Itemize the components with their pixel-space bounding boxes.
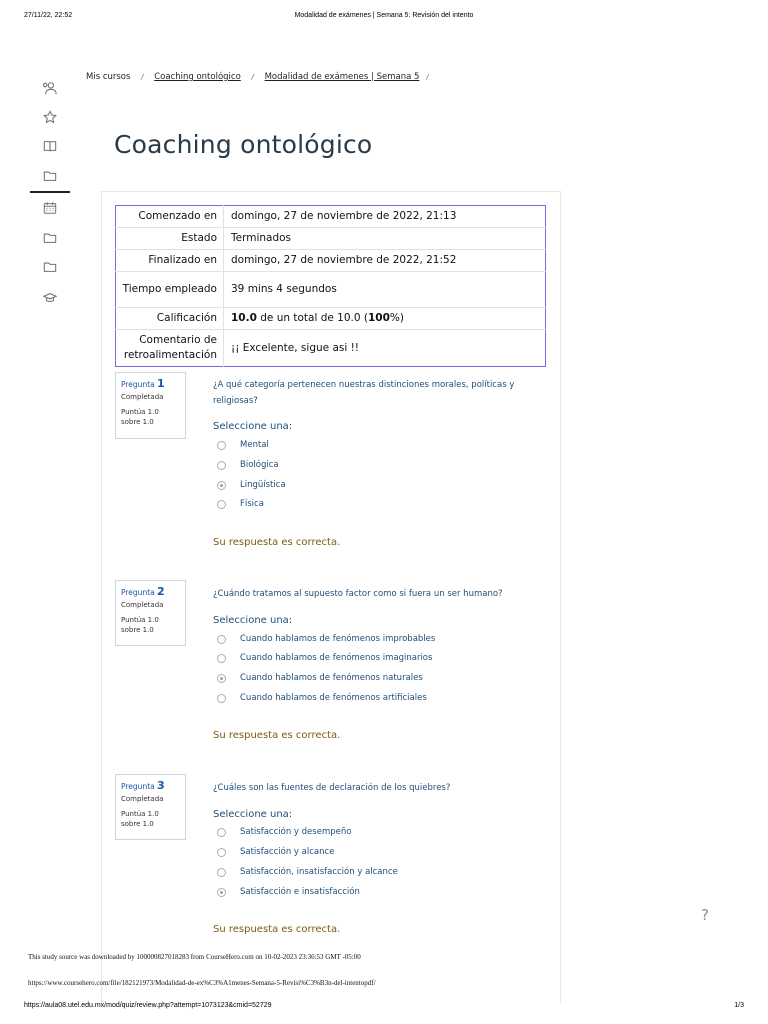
answer-prompt: Seleccione una:	[213, 809, 293, 820]
print-header	[0, 12, 768, 22]
print-footer	[0, 1002, 768, 1014]
question-grade: Puntúa 1.0 sobre 1.0	[121, 408, 159, 426]
summary-row	[116, 206, 546, 228]
radio-button[interactable]	[217, 635, 226, 644]
breadcrumb	[86, 72, 436, 82]
print-doc-title: Modalidad de exámenes | Semana 5: Revisión del intento	[294, 12, 474, 19]
answer-option[interactable]	[217, 691, 427, 705]
graduation-cap-icon[interactable]	[40, 288, 60, 308]
question-label: Pregunta	[121, 380, 155, 389]
radio-button[interactable]	[217, 654, 226, 663]
answer-label: Cuando hablamos de fenómenos naturales	[240, 673, 423, 683]
summary-value: Terminados	[231, 232, 292, 244]
radio-button[interactable]	[217, 500, 226, 509]
question-text: ¿Cuándo tratamos al supuesto factor como si fuera un ser humano?	[213, 589, 503, 599]
answer-option[interactable]	[217, 497, 264, 511]
question-info-box	[115, 580, 186, 646]
print-datetime: 27/11/22, 22:52	[24, 12, 73, 19]
answer-prompt: Seleccione una:	[213, 421, 293, 432]
answer-label: Satisfacción y alcance	[240, 847, 335, 857]
question-number: 2	[156, 585, 165, 598]
radio-button[interactable]	[217, 848, 226, 857]
folder-icon[interactable]	[40, 228, 60, 248]
attempt-summary-table	[115, 205, 546, 367]
question-state: Completada	[121, 393, 164, 401]
summary-value: domingo, 27 de noviembre de 2022, 21:13	[231, 210, 457, 222]
print-page-number: 1/3	[734, 1002, 744, 1009]
answer-label: Cuando hablamos de fenómenos improbables	[240, 634, 436, 644]
radio-button[interactable]	[217, 461, 226, 470]
answer-label: Lingüística	[240, 480, 286, 490]
summary-label: Comenzado en	[116, 206, 224, 228]
question-grade: Puntúa 1.0 sobre 1.0	[121, 810, 159, 828]
question-grade: Puntúa 1.0 sobre 1.0	[121, 616, 159, 634]
question-text: ¿A qué categoría pertenecen nuestras distinciones morales, políticas y religiosas?	[213, 380, 515, 406]
answer-option[interactable]	[217, 438, 269, 452]
grade-total: de un total de 10.0 (	[256, 312, 368, 324]
summary-value	[224, 308, 546, 330]
summary-row	[116, 308, 546, 330]
answer-label: Satisfacción y desempeño	[240, 827, 352, 837]
summary-row	[116, 250, 546, 272]
grade-percent-sign: %)	[389, 312, 404, 324]
question-feedback: Su respuesta es correcta.	[213, 924, 341, 935]
radio-button[interactable]	[217, 828, 226, 837]
answer-option[interactable]	[217, 651, 432, 665]
question-feedback: Su respuesta es correcta.	[213, 730, 341, 741]
breadcrumb-item-course[interactable]: Coaching ontológico	[154, 72, 241, 82]
answer-label: Satisfacción, insatisfacción y alcance	[240, 867, 398, 877]
folder-icon[interactable]	[40, 257, 60, 277]
answer-label: Cuando hablamos de fenómenos artificiales	[240, 693, 427, 703]
download-source-note: This study source was downloaded by 100000827018283 from CourseHero.com on 10-02-2023 23:36:53 GMT -05:00	[28, 953, 361, 961]
breadcrumb-separator: /	[426, 73, 429, 81]
participants-icon[interactable]	[40, 78, 60, 98]
answer-label: Cuando hablamos de fenómenos imaginarios	[240, 653, 433, 663]
star-icon[interactable]	[40, 107, 60, 127]
question-feedback: Su respuesta es correcta.	[213, 537, 341, 548]
summary-value: domingo, 27 de noviembre de 2022, 21:52	[231, 254, 457, 266]
book-icon[interactable]	[40, 136, 60, 156]
answer-option[interactable]	[217, 865, 398, 879]
print-url: https://aula08.utel.edu.mx/mod/quiz/review.php?attempt=1073123&cmid=52729	[24, 1002, 272, 1009]
answer-option[interactable]	[217, 632, 435, 646]
summary-label: Calificación	[116, 308, 224, 330]
summary-value: 39 mins 4 segundos	[231, 283, 337, 295]
breadcrumb-separator: /	[141, 73, 144, 81]
radio-button-selected[interactable]	[217, 674, 226, 683]
question-info-box	[115, 774, 186, 840]
answer-option[interactable]	[217, 478, 286, 492]
breadcrumb-separator: /	[251, 73, 254, 81]
question-label: Pregunta	[121, 588, 155, 597]
question-state: Completada	[121, 795, 164, 803]
summary-row	[116, 228, 546, 250]
answer-label: Satisfacción e insatisfacción	[240, 887, 360, 897]
question-info-box	[115, 372, 186, 439]
radio-button[interactable]	[217, 694, 226, 703]
summary-label: Tiempo empleado	[116, 272, 224, 308]
help-button[interactable]: ?	[701, 906, 709, 924]
answer-option[interactable]	[217, 825, 351, 839]
answer-label: Mental	[240, 440, 269, 450]
answer-option[interactable]	[217, 845, 334, 859]
question-label: Pregunta	[121, 782, 155, 791]
radio-button[interactable]	[217, 868, 226, 877]
active-indicator	[30, 191, 70, 193]
answer-option[interactable]	[217, 671, 423, 685]
grade-percent: 100	[368, 312, 390, 324]
breadcrumb-item-quiz[interactable]: Modalidad de exámenes | Semana 5	[264, 72, 420, 82]
summary-label: Comentario de retroalimentación	[116, 330, 224, 367]
grade-value: 10.0	[231, 312, 257, 324]
question-number: 3	[156, 779, 165, 792]
question-state: Completada	[121, 601, 164, 609]
calendar-icon[interactable]	[40, 198, 60, 218]
page-title: Coaching ontológico	[114, 130, 373, 159]
question-text: ¿Cuáles son las fuentes de declaración de los quiebres?	[213, 783, 451, 793]
summary-label: Finalizado en	[116, 250, 224, 272]
radio-button-selected[interactable]	[217, 481, 226, 490]
radio-button[interactable]	[217, 441, 226, 450]
summary-row	[116, 330, 546, 367]
breadcrumb-item-my-courses[interactable]: Mis cursos	[86, 72, 131, 82]
summary-label: Estado	[116, 228, 224, 250]
folder-icon[interactable]	[40, 166, 60, 186]
source-url-note: https://www.coursehero.com/file/182121973/Modalidad-de-ex%C3%A1menes-Semana-5-Revisi%C3%B3n-del-intentopdf/	[28, 979, 376, 987]
answer-prompt: Seleccione una:	[213, 615, 293, 626]
summary-value: ¡¡ Excelente, sigue asi !!	[231, 341, 360, 354]
answer-option[interactable]	[217, 885, 360, 899]
summary-row	[116, 272, 546, 308]
radio-button-selected[interactable]	[217, 888, 226, 897]
question-number: 1	[156, 377, 165, 390]
answer-label: Biológica	[240, 460, 279, 470]
answer-label: Física	[240, 499, 264, 509]
answer-option[interactable]	[217, 458, 279, 472]
